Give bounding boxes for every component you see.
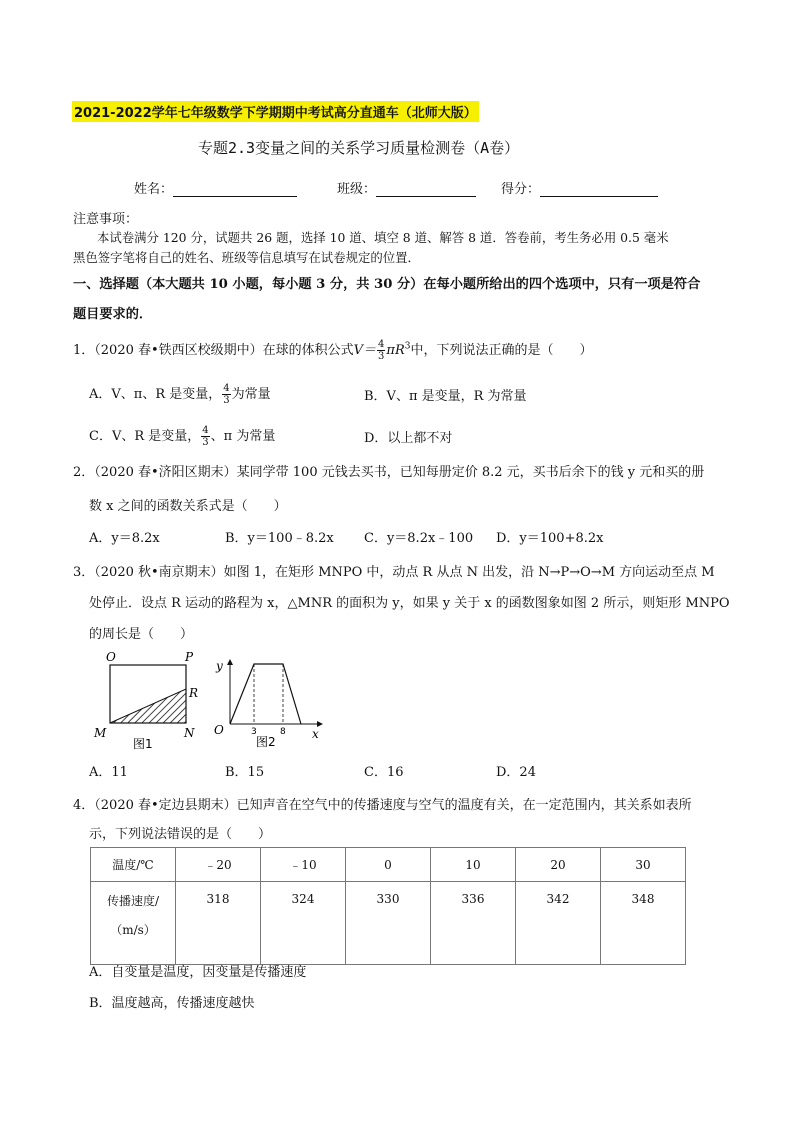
table-cell: ﹣10	[261, 848, 346, 882]
q1-option-d[interactable]: D．以上都不对	[364, 431, 453, 446]
notice-heading: 注意事项：	[73, 212, 139, 227]
q1-formula-fraction: $\frac{4}{3}$	[378, 339, 385, 362]
page-title: 专题2.3变量之间的关系学习质量检测卷（A卷）	[198, 139, 520, 157]
q4-stem-line-2: 示，下列说法错误的是（ ）	[89, 827, 272, 842]
q1-option-b[interactable]: B．V、π 是变量，R 为常量	[364, 389, 527, 404]
table-header-speed: 传播速度/ （m/s）	[91, 882, 176, 965]
name-blank[interactable]	[173, 182, 297, 197]
tick-label-3: 3	[251, 727, 257, 737]
label-p: P	[185, 650, 194, 664]
q3-option-b[interactable]: B．15	[225, 765, 265, 780]
notice-line-2: 黑色签字笔将自己的姓名、班级等信息填写在试卷规定的位置．	[73, 250, 420, 265]
notice-line-1: 本试卷满分 120 分，试题共 26 题，选择 10 道、填空 8 道、解答 8 道．答卷前，考生务必用 0.5 毫米	[97, 230, 669, 245]
q2-option-d[interactable]: D．y＝100+8.2x	[496, 531, 604, 546]
origin-label: O	[214, 723, 224, 737]
q3-option-a[interactable]: A．11	[89, 765, 128, 780]
figure-1-caption: 图1	[133, 737, 153, 751]
table-cell: 20	[516, 848, 601, 882]
q3-stem-line-2: 处停止．设点 R 运动的路程为 x，△MNR 的面积为 y，如果 y 关于 x 的函数图象如图 2 所示，则矩形 MNPO	[89, 596, 730, 611]
figure-2-caption: 图2	[256, 735, 276, 749]
q1-stem-pre: 1．（2020 春•铁西区校级期中）在球的体积公式	[73, 343, 354, 358]
section-heading-line-1: 一、选择题（本大题共 10 小题，每小题 3 分，共 30 分）在每小题所给出的四个选项中，只有一项是符合	[73, 277, 701, 292]
table-cell: 30	[601, 848, 686, 882]
label-m: M	[94, 726, 107, 740]
table-cell: 0	[346, 848, 431, 882]
axis-label-y: y	[216, 659, 223, 673]
class-label: 班级：	[337, 182, 377, 197]
q1-option-a[interactable]: A．V、π、R 是变量， $\frac{4}{3}$ 为常量	[89, 383, 271, 406]
table-cell: 342	[516, 882, 601, 965]
label-r: R	[189, 686, 199, 700]
q3-option-c[interactable]: C．16	[364, 765, 404, 780]
q2-option-c[interactable]: C．y＝8.2x﹣100	[364, 531, 474, 546]
score-field-label	[501, 178, 658, 197]
q2-stem-line-1: 2．（2020 春•济阳区期末）某同学带 100 元钱去买书，已知每册定价 8.2 元，买书后余下的钱 y 元和买的册	[73, 465, 705, 480]
q1-formula-exponent: 3	[404, 341, 411, 352]
q2-stem-line-2: 数 x 之间的函数关系式是（ ）	[89, 499, 287, 514]
q1-stem-post: 中，下列说法正确的是（ ）	[410, 343, 593, 358]
triangle-mnr	[110, 689, 186, 723]
label-o: O	[106, 650, 116, 664]
table-row	[91, 882, 686, 965]
q3-figure-1	[90, 647, 210, 752]
q3-option-d[interactable]: D．24	[496, 765, 536, 780]
q4-option-a[interactable]: A．自变量是温度，因变量是传播速度	[89, 965, 307, 980]
score-label: 得分：	[501, 182, 541, 197]
table-row	[91, 848, 686, 882]
table-cell: 348	[601, 882, 686, 965]
q4-option-b[interactable]: B．温度越高，传播速度越快	[89, 996, 255, 1011]
name-label: 姓名：	[134, 182, 174, 197]
table-cell: 330	[346, 882, 431, 965]
table-cell: 318	[176, 882, 261, 965]
q3-stem-line-3: 的周长是（ ）	[89, 627, 194, 642]
section-heading-line-2: 题目要求的．	[73, 307, 153, 322]
q1-stem	[73, 339, 593, 362]
score-blank[interactable]	[540, 182, 658, 197]
q2-option-a[interactable]: A．y＝8.2x	[89, 531, 160, 546]
name-field-label	[134, 178, 297, 197]
q3-figure-2	[210, 652, 330, 752]
q1-formula-lhs: V＝	[353, 343, 377, 358]
q3-stem-line-1: 3．（2020 秋•南京期末）如图 1，在矩形 MNPO 中，动点 R 从点 N 出发，沿 N→P→O→M 方向运动至点 M	[73, 565, 715, 580]
banner-title: 2021-2022学年七年级数学下学期期中考试高分直通车（北师大版）	[72, 101, 479, 122]
tick-label-8: 8	[280, 727, 286, 737]
table-cell: ﹣20	[176, 848, 261, 882]
class-field-label	[337, 178, 476, 197]
function-graph	[230, 664, 301, 724]
speed-temperature-table	[90, 847, 686, 965]
table-cell: 336	[431, 882, 516, 965]
q4-stem-line-1: 4．（2020 春•定边县期末）已知声音在空气中的传播速度与空气的温度有关，在一定范围内，其关系如表所	[73, 798, 692, 813]
q2-option-b[interactable]: B．y＝100﹣8.2x	[225, 531, 334, 546]
table-header-temperature: 温度/℃	[91, 848, 176, 882]
label-n: N	[184, 726, 195, 740]
table-cell: 324	[261, 882, 346, 965]
table-cell: 10	[431, 848, 516, 882]
q1-formula-rhs: πR	[386, 343, 405, 358]
class-blank[interactable]	[376, 182, 476, 197]
q1-option-c[interactable]: C．V、R 是变量， $\frac{4}{3}$ 、π 为常量	[89, 425, 276, 448]
axis-label-x: x	[312, 727, 319, 741]
